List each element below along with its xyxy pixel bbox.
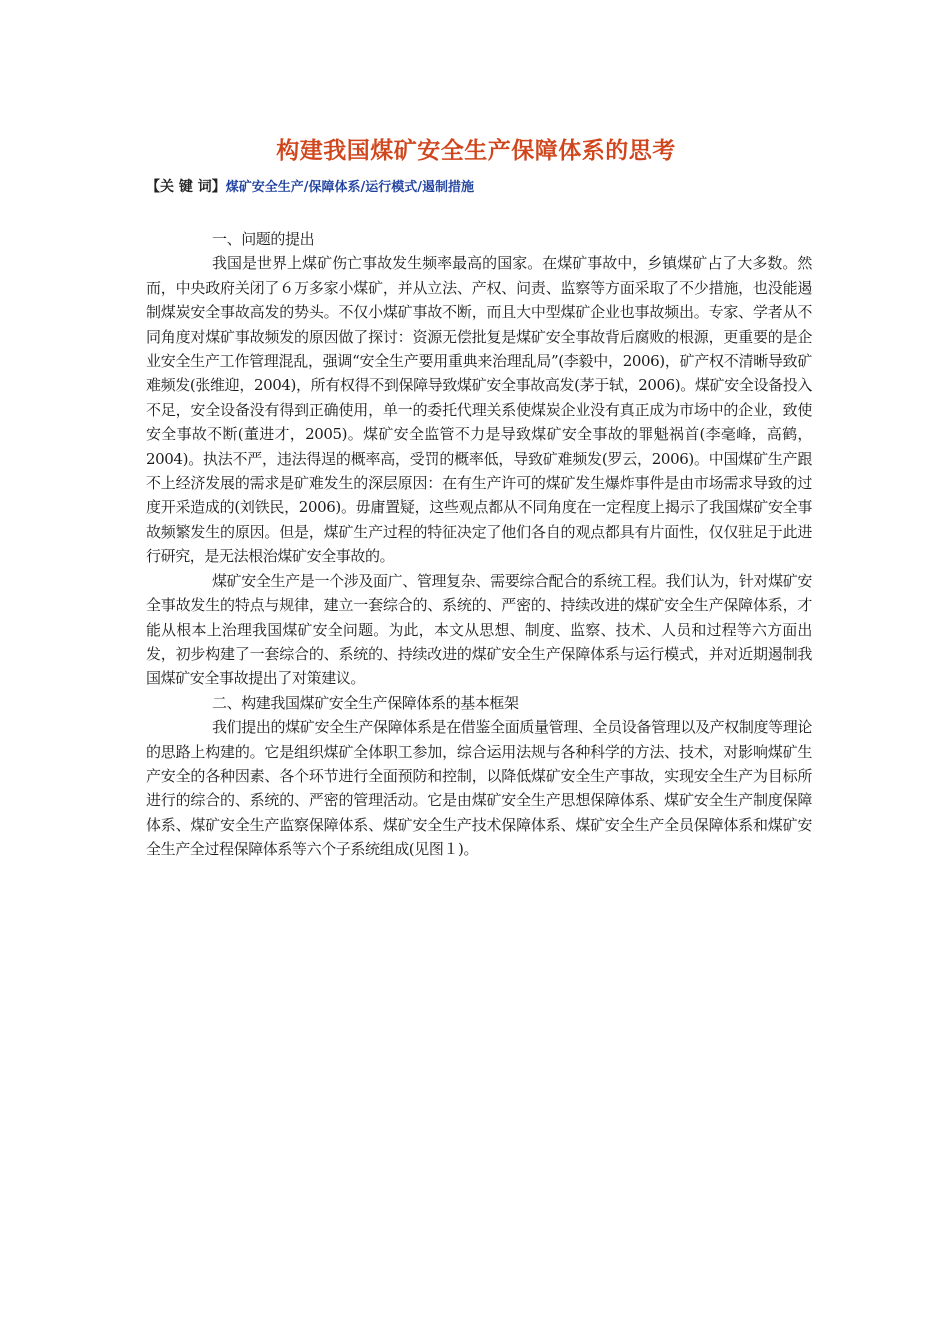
keyword-link-operation-mode[interactable]: 运行模式 [365,180,418,195]
paragraph: 我们提出的煤矿安全生产保障体系是在借鉴全面质量管理、全员设备管理以及产权制度等理论的思路上构建的。它是组织煤矿全体职工参加，综合运用法规与各种科学的方法、技术，对影响煤矿生产安全的各种因素、各个环节进行全面预防和控制，以降低煤矿安全生产事故，实现安全生产为目标所进行的综合的、系统的、严密的管理活动。它是由煤矿安全生产思想保障体系、煤矿安全生产制度保障体系、煤矿安全生产监察保障体系、煤矿安全生产技术保障体系、煤矿安全生产全员保障体系和煤矿安全生产全过程保障体系等六个子系统组成(见图１)。 [146,718,812,859]
keywords-label: 【关 键 词】 [146,179,226,195]
article-body [146,227,812,862]
section-heading-2: 二、构建我国煤矿安全生产保障体系的基本框架 [212,693,519,712]
keyword-separator: / [417,180,423,195]
keyword-separator: / [360,180,366,195]
keyword-separator: / [303,180,309,195]
section-heading-1: 一、问题的提出 [212,230,315,248]
keyword-link-coal-mine-safety[interactable]: 煤矿安全生产 [225,180,304,195]
keyword-link-guarantee-system[interactable]: 保障体系 [308,180,361,195]
keyword-link-curbing-measures[interactable]: 遏制措施 [422,180,475,195]
paragraph: 我国是世界上煤矿伤亡事故发生频率最高的国家。在煤矿事故中，乡镇煤矿占了大多数。然而，中央政府关闭了６万多家小煤矿，并从立法、产权、问责、监察等方面采取了不少措施，也没能遏制煤炭安全事故高发的势头。不仅小煤矿事故不断，而且大中型煤矿企业也事故频出。专家、学者从不同角度对煤矿事故频发的原因做了探讨：资源无偿批复是煤矿安全事故背后腐败的根源，更重要的是企业安全生产工作管理混乱，强调“安全生产要用重典来治理乱局”(李毅中，2006)，矿产权不清晰导致矿难频发(张维迎，2004)，所有权得不到保障导致煤矿安全事故高发(茅于轼，2006)。煤矿安全设备投入不足，安全设备没有得到正确使用，单一的委托代理关系使煤炭企业没有真正成为市场中的企业，致使安全事故不断(董进才，2005)。煤矿安全监管不力是导致煤矿安全事故的罪魁祸首(李毫峰，高鹤，2004)。执法不严，违法得逞的概率高，受罚的概率低，导致矿难频发(罗云，2006)。中国煤矿生产跟不上经济发展的需求是矿难发生的深层原因：在有生产许可的煤矿发生爆炸事件是由市场需求导致的过度开采造成的(刘铁民，2006)。毋庸置疑，这些观点都从不同角度在一定程度上揭示了我国煤矿安全事故频繁发生的原因。但是，煤矿生产过程的特征决定了他们各自的观点都具有片面性，仅仅驻足于此进行研究，是无法根治煤矿安全事故的。 [146,254,812,566]
paragraph: 煤矿安全生产是一个涉及面广、管理复杂、需要综合配合的系统工程。我们认为，针对煤矿安全事故发生的特点与规律，建立一套综合的、系统的、严密的、持续改进的煤矿安全生产保障体系，才能从根本上治理我国煤矿安全问题。为此，本文从思想、制度、监察、技术、人员和过程等六方面出发，初步构建了一套综合的、系统的、持续改进的煤矿安全生产保障体系与运行模式，并对近期遏制我国煤矿安全事故提出了对策建议。 [146,571,812,688]
keywords-line [146,176,474,199]
article-title: 构建我国煤矿安全生产保障体系的思考 [276,138,676,164]
